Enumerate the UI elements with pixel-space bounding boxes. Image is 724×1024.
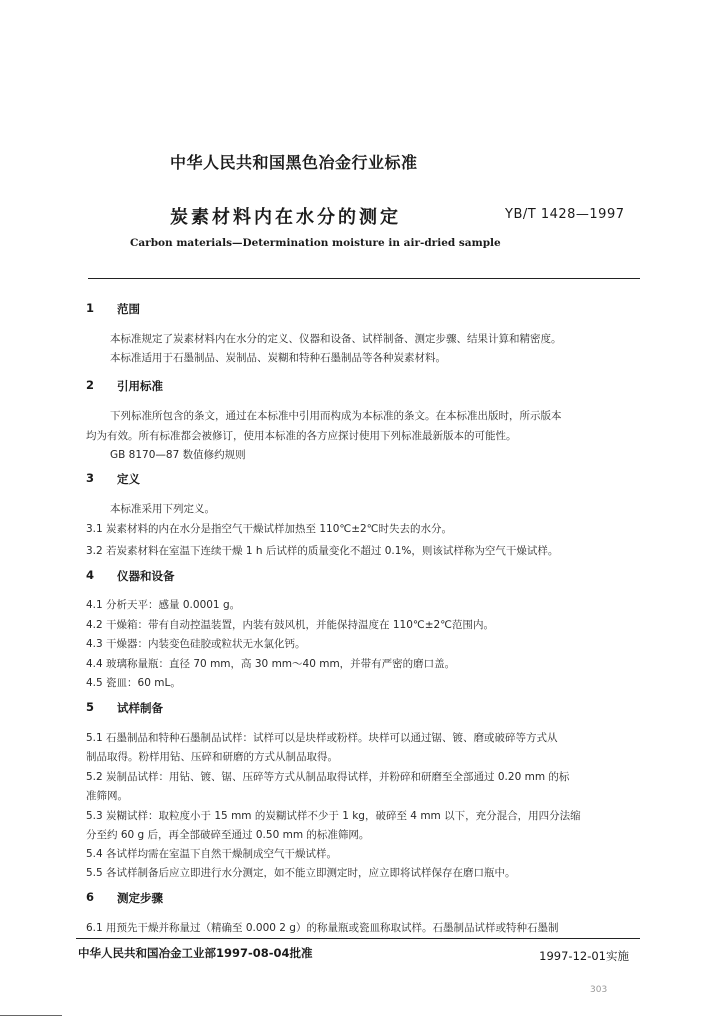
footer-divider (76, 938, 640, 939)
section-6-title: 测定步骤 (117, 891, 163, 905)
page-number: 303 (590, 985, 608, 995)
section-3-number: 3 (86, 471, 95, 485)
section-1-line: 本标准规定了炭素材料内在水分的定义、仪器和设备、试样制备、测定步骤、结果计算和精密度。 (110, 333, 562, 345)
section-5-line: 5.1 石墨制品和特种石墨制品试样：试样可以是块样或粉样。块样可以通过锯、镀、磨或破碎等方式从 (86, 732, 558, 744)
section-5-line: 5.4 各试样均需在室温下自然干燥制成空气干燥试样。 (86, 848, 338, 860)
section-5-line: 准筛网。 (86, 790, 128, 802)
section-3-line: 3.1 炭素材料的内在水分是指空气干燥试样加热至 110℃±2℃时失去的水分。 (86, 523, 452, 535)
section-1-title: 范围 (117, 302, 140, 316)
section-6-number: 6 (86, 890, 95, 904)
section-5-line: 5.5 各试样制备后应立即进行水分测定，如不能立即测定时，应立即将试样保存在磨口瓶中。 (86, 867, 516, 879)
section-4-line: 4.5 瓷皿：60 mL。 (86, 677, 181, 689)
standard-code: YB/T 1428—1997 (505, 207, 625, 222)
approval-statement: 中华人民共和国冶金工业部1997-08-04批准 (78, 946, 313, 960)
scan-edge-line (0, 1015, 62, 1016)
english-title: Carbon materials—Determination moisture in air-dried sample (130, 237, 501, 249)
section-5-line: 分至约 60 g 后，再全部破碎至通过 0.50 mm 的标准筛网。 (86, 829, 370, 841)
section-5-line: 5.2 炭制品试样：用钻、镀、锯、压碎等方式从制品取得试样，并粉碎和研磨至全部通过 0.20 mm 的标 (86, 771, 570, 783)
section-4-line: 4.1 分析天平：感量 0.0001 g。 (86, 599, 241, 611)
section-5-title: 试样制备 (117, 701, 163, 715)
section-4-line: 4.3 干燥器：内装变色硅胶或粒状无水氯化钙。 (86, 638, 306, 650)
document-title: 炭素材料内在水分的测定 (170, 207, 401, 228)
section-2-line: 下列标准所包含的条文，通过在本标准中引用而构成为本标准的条文。在本标准出版时，所示版本 (110, 410, 562, 422)
section-5-number: 5 (86, 700, 95, 714)
section-4-line: 4.2 干燥箱：带有自动控温装置，内装有鼓风机，并能保持温度在 110℃±2℃范围内。 (86, 619, 494, 631)
section-4-line: 4.4 玻璃称量瓶：直径 70 mm，高 30 mm～40 mm，并带有严密的磨口盖。 (86, 658, 456, 670)
section-2-line: GB 8170—87 数值修约规则 (110, 449, 246, 461)
section-4-number: 4 (86, 568, 95, 582)
section-4-title: 仪器和设备 (117, 569, 175, 583)
section-1-number: 1 (86, 301, 95, 315)
section-1-line: 本标准适用于石墨制品、炭制品、炭糊和特种石墨制品等各种炭素材料。 (110, 352, 446, 364)
section-3-line: 3.2 若炭素材料在室温下连续干燥 1 h 后试样的质量变化不超过 0.1%，则该试样称为空气干燥试样。 (86, 545, 559, 557)
section-5-line: 制品取得。粉样用钻、压碎和研磨的方式从制品取得。 (86, 751, 338, 763)
section-2-title: 引用标准 (117, 379, 163, 393)
section-3-line: 本标准采用下列定义。 (110, 503, 215, 515)
section-6-line: 6.1 用预先干燥并称量过（精确至 0.000 2 g）的称量瓶或瓷皿称取试样。石墨制品试样或特种石墨制 (86, 922, 559, 934)
standard-category-title: 中华人民共和国黑色冶金行业标准 (170, 153, 418, 172)
section-3-title: 定义 (117, 472, 140, 486)
section-2-line: 均为有效。所有标准都会被修订，使用本标准的各方应探讨使用下列标准最新版本的可能性。 (86, 430, 517, 442)
section-2-number: 2 (86, 378, 95, 392)
section-5-line: 5.3 炭糊试样：取粒度小于 15 mm 的炭糊试样不少于 1 kg，破碎至 4 mm 以下，充分混合，用四分法缩 (86, 810, 581, 822)
header-divider (88, 278, 640, 279)
implementation-date: 1997-12-01实施 (539, 949, 629, 963)
